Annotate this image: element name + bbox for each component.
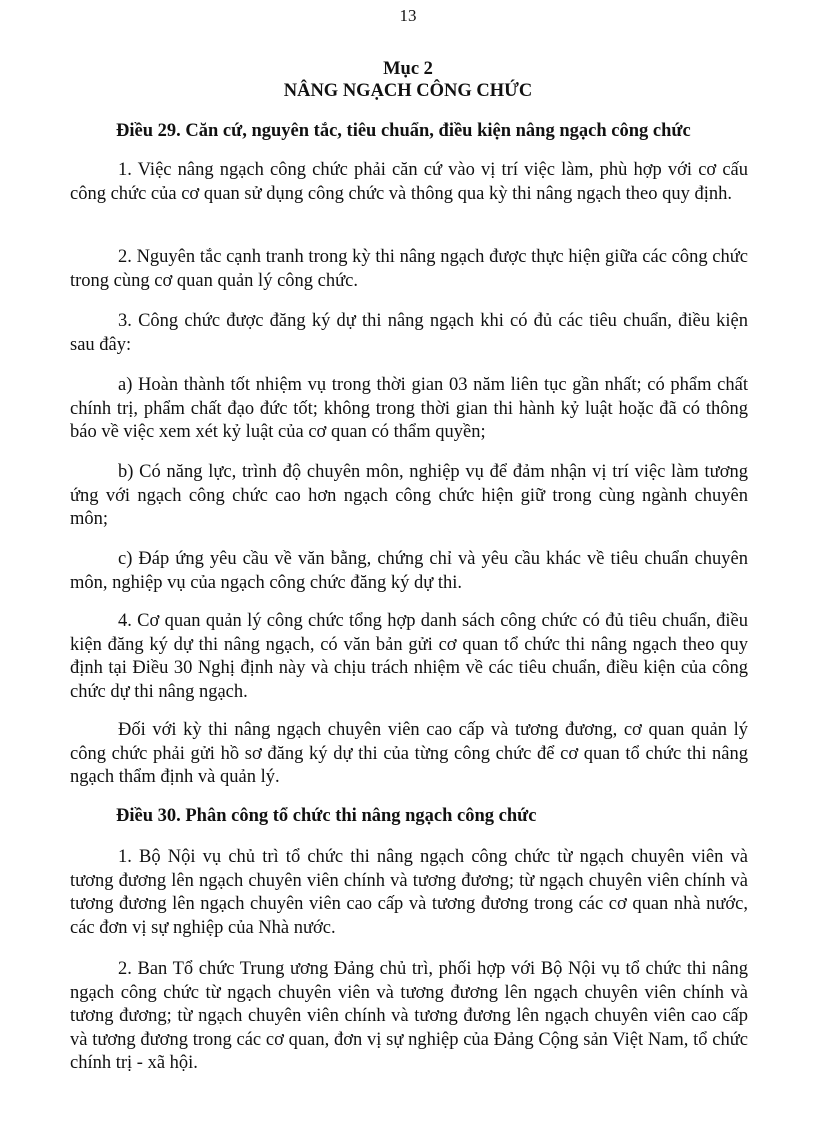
paragraph: 2. Nguyên tắc cạnh tranh trong kỳ thi nâng ngạch được thực hiện giữa các công chức trong cùng cơ quan quản lý công chức. xyxy=(70,247,748,291)
section-label: Mục 2 xyxy=(383,59,433,79)
section-heading xyxy=(0,58,816,102)
paragraph: 3. Công chức được đăng ký dự thi nâng ngạch khi có đủ các tiêu chuẩn, điều kiện sau đây: xyxy=(70,311,748,355)
article-29-title: Điều 29. Căn cứ, nguyên tắc, tiêu chuẩn, điều kiện nâng ngạch công chức xyxy=(116,121,691,141)
section-title: NÂNG NGẠCH CÔNG CHỨC xyxy=(283,81,533,101)
paragraph: 1. Bộ Nội vụ chủ trì tổ chức thi nâng ngạch công chức từ ngạch chuyên viên và tương đương lên ngạch chuyên viên chính và tương đương; từ ngạch chuyên viên chính và tương đương lên ngạch chuyên viên cao cấp và tương đương trong các cơ quan nhà nước, các đơn vị sự nghiệp của Nhà nước. xyxy=(70,847,748,938)
paragraph: 1. Việc nâng ngạch công chức phải căn cứ vào vị trí việc làm, phù hợp với cơ cấu công chức của cơ quan sử dụng công chức và thông qua kỳ thi nâng ngạch theo quy định. xyxy=(70,160,748,204)
page-number: 13 xyxy=(399,6,417,25)
paragraph: Đối với kỳ thi nâng ngạch chuyên viên cao cấp và tương đương, cơ quan quản lý công chức phải gửi hồ sơ đăng ký dự thi của từng công chức để cơ quan tổ chức thi nâng ngạch thẩm định và quản lý. xyxy=(70,720,748,787)
paragraph: c) Đáp ứng yêu cầu về văn bằng, chứng chỉ và yêu cầu khác về tiêu chuẩn chuyên môn, nghiệp vụ của ngạch công chức đăng ký dự thi. xyxy=(70,549,748,593)
paragraph: 4. Cơ quan quản lý công chức tổng hợp danh sách công chức có đủ tiêu chuẩn, điều kiện đăng ký dự thi nâng ngạch, có văn bản gửi cơ quan tổ chức thi nâng ngạch theo quy định tại Điều 30 Nghị định này và chịu trách nhiệm về các tiêu chuẩn, điều kiện của công chức dự thi nâng ngạch. xyxy=(70,611,748,702)
article-30-title: Điều 30. Phân công tổ chức thi nâng ngạch công chức xyxy=(116,806,537,826)
paragraph: 2. Ban Tổ chức Trung ương Đảng chủ trì, phối hợp với Bộ Nội vụ tổ chức thi nâng ngạch công chức từ ngạch chuyên viên và tương đương lên ngạch chuyên viên chính và tương đương; từ ngạch chuyên viên chính và tương đương lên ngạch chuyên viên cao cấp và tương đương trong các cơ quan, đơn vị sự nghiệp của Đảng Cộng sản Việt Nam, tổ chức chính trị - xã hội. xyxy=(70,959,748,1073)
paragraph: b) Có năng lực, trình độ chuyên môn, nghiệp vụ để đảm nhận vị trí việc làm tương ứng với ngạch công chức cao hơn ngạch công chức hiện giữ trong cùng ngành chuyên môn; xyxy=(70,462,748,529)
paragraph: a) Hoàn thành tốt nhiệm vụ trong thời gian 03 năm liên tục gần nhất; có phẩm chất chính trị, phẩm chất đạo đức tốt; không trong thời gian thi hành kỷ luật hoặc đã có thông báo về việc xem xét kỷ luật của cơ quan có thẩm quyền; xyxy=(70,375,748,442)
